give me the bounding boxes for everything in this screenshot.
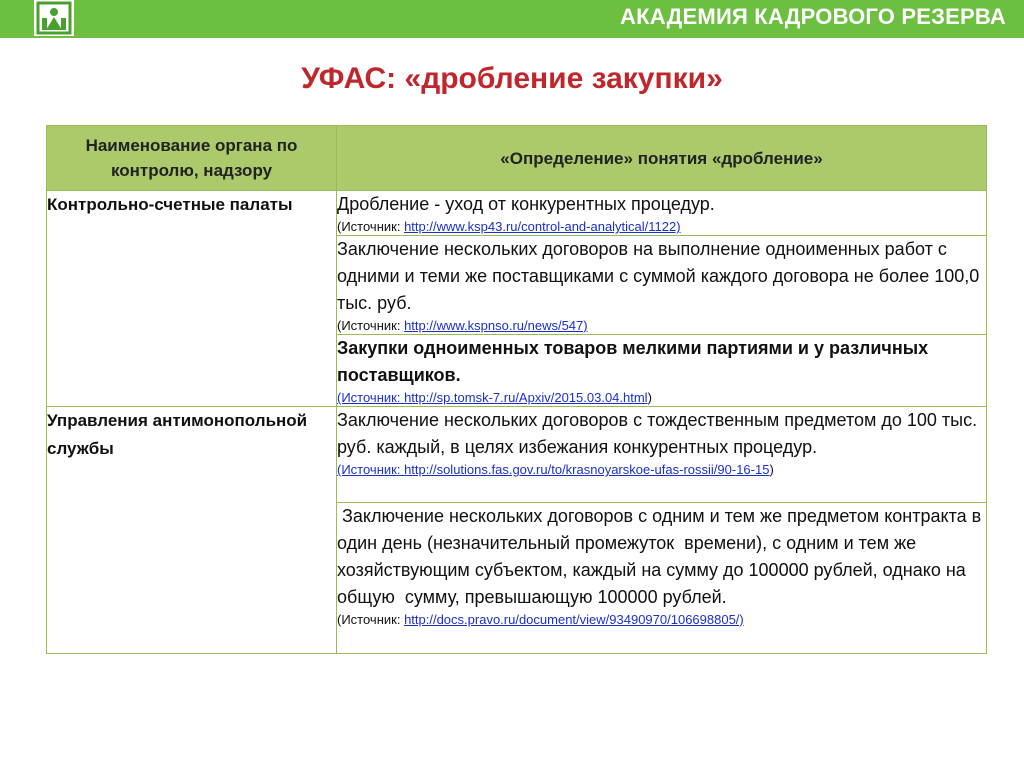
definition-cell xyxy=(337,503,987,654)
definitions-table xyxy=(46,125,987,654)
source-tail: ) xyxy=(769,462,774,477)
brand-name: АКАДЕМИЯ КАДРОВОГО РЕЗЕРВА xyxy=(620,4,1006,29)
source-tail: ) xyxy=(647,390,652,405)
org-cell: Контрольно-счетные палаты xyxy=(47,191,337,407)
source-label: (Источник: xyxy=(337,462,405,477)
source-label: (Источник: xyxy=(337,612,405,627)
table-header-row xyxy=(47,126,987,191)
source-citation xyxy=(337,611,986,628)
definition-text: Закупки одноименных товаров мелкими партиями и у различных поставщиков. xyxy=(337,338,929,385)
page-title: УФАС: «дробление закупки» xyxy=(301,62,723,95)
academy-logo-icon xyxy=(34,0,74,36)
header-bar xyxy=(0,0,1024,38)
definition-text: Заключение нескольких договоров на выполнение одноименных работ с одними и теми же поставщиками с суммой каждого договора не более 100,0 тыс. руб. xyxy=(337,239,980,313)
org-cell: Управления антимонопольной службы xyxy=(47,407,337,654)
source-link[interactable]: http://www.ksp43.ru/control-and-analytical/1122) xyxy=(404,219,681,234)
source-citation xyxy=(337,317,986,334)
table-row xyxy=(47,191,987,236)
source-link[interactable]: http://sp.tomsk-7.ru/Apxiv/2015.03.04.html xyxy=(404,390,648,405)
definition-text: Дробление - уход от конкурентных процедур. xyxy=(337,194,715,214)
definition-text: Заключение нескольких договоров с одним и тем же предметом контракта в один день (незначительный промежуток времени), с одним и тем же хозяйствующим субъектом, каждый на сумму до 100000 рублей, однако на общую сумму, превышающую 100000 рублей. xyxy=(337,506,987,607)
definition-cell xyxy=(337,407,987,503)
header-org: Наименование органа по контролю, надзору xyxy=(47,126,337,191)
source-label: (Источник: xyxy=(337,318,405,333)
source-link[interactable]: http://www.kspnso.ru/news/547) xyxy=(404,318,588,333)
source-citation xyxy=(337,218,986,235)
source-link[interactable]: http://docs.pravo.ru/document/view/93490970/106698805/) xyxy=(404,612,744,627)
source-citation xyxy=(337,461,986,478)
definition-cell xyxy=(337,191,987,236)
source-citation xyxy=(337,389,986,406)
definition-text: Заключение нескольких договоров с тождественным предметом до 100 тыс. руб. каждый, в целях избежания конкурентных процедур. xyxy=(337,410,978,457)
header-definition: «Определение» понятия «дробление» xyxy=(337,126,987,191)
source-link[interactable]: http://solutions.fas.gov.ru/to/krasnoyarskoe-ufas-rossii/90-16-15 xyxy=(404,462,770,477)
definition-cell xyxy=(337,236,987,335)
table-row xyxy=(47,407,987,503)
source-label: (Источник: xyxy=(337,390,405,405)
source-label: (Источник: xyxy=(337,219,405,234)
definition-cell xyxy=(337,335,987,407)
